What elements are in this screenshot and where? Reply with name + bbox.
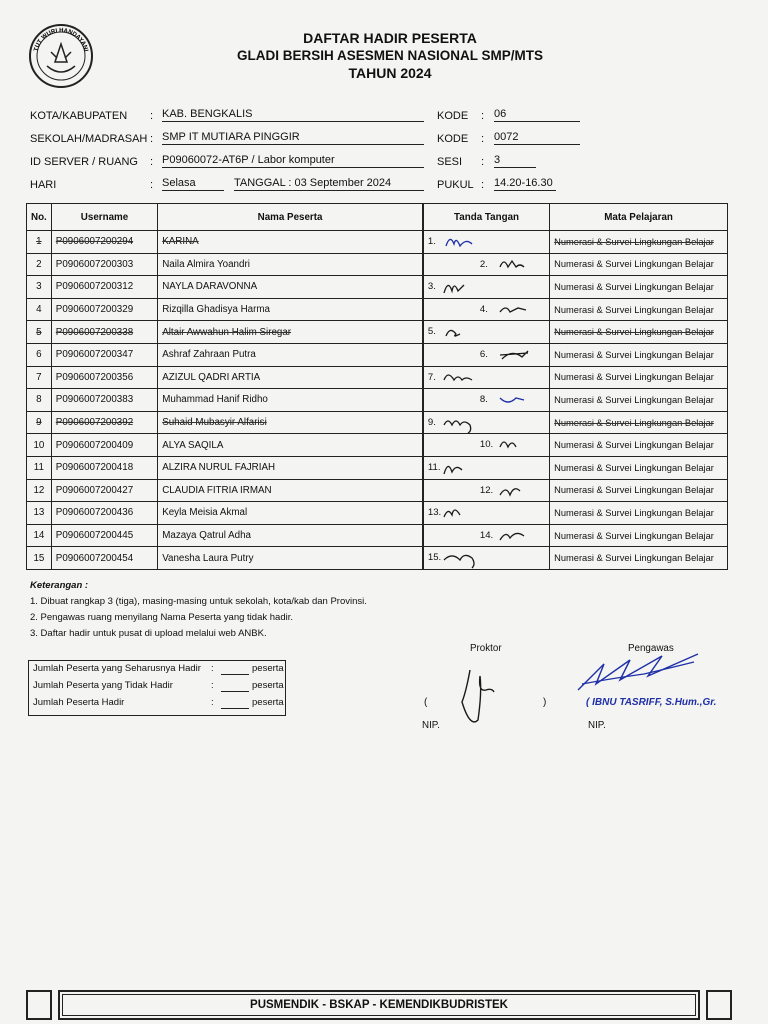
cell-name: Keyla Meisia Akmal <box>158 502 423 525</box>
handwritten-signature <box>498 345 534 366</box>
kode-kab-value: 06 <box>494 108 580 122</box>
cell-signature <box>423 479 550 502</box>
cell-name: Altair Awwahun Halim Siregar <box>158 321 423 344</box>
cell-signature <box>423 411 550 434</box>
cell-no: 4 <box>27 298 52 321</box>
cell-name: Vanesha Laura Putry <box>158 547 423 570</box>
pukul-label: PUKUL <box>437 179 474 191</box>
handwritten-signature <box>498 435 534 456</box>
table-header-row <box>27 204 728 231</box>
handwritten-signature <box>498 300 534 321</box>
cell-name: AZIZUL QADRI ARTIA <box>158 366 423 389</box>
server-label: ID SERVER / RUANG <box>30 156 138 168</box>
cell-no: 7 <box>27 366 52 389</box>
colon: : <box>211 680 214 691</box>
colon: : <box>150 179 154 191</box>
cell-username: P0906007200312 <box>51 276 157 299</box>
summary-blank <box>221 674 249 675</box>
signature-number: 11. <box>427 461 441 473</box>
sekolah-value: SMP IT MUTIARA PINGGIR <box>162 131 424 145</box>
table-row <box>27 389 728 412</box>
cell-subject: Numerasi & Survei Lingkungan Belajar <box>550 434 728 457</box>
colon: : <box>211 697 214 708</box>
colon: : <box>481 156 485 168</box>
cell-subject: Numerasi & Survei Lingkungan Belajar <box>550 366 728 389</box>
table-row <box>27 343 728 366</box>
signature-number: 7. <box>427 371 436 383</box>
handwritten-signature <box>498 390 534 411</box>
handwritten-signature <box>442 413 478 434</box>
pengawas-name: ( IBNU TASRIFF, S.Hum.,Gr. <box>586 697 717 708</box>
cell-signature <box>423 434 550 457</box>
cell-name: Ashraf Zahraan Putra <box>158 343 423 366</box>
table-row <box>27 321 728 344</box>
handwritten-signature <box>442 503 478 524</box>
signature-number: 10. <box>479 439 494 451</box>
handwritten-signature <box>442 277 478 298</box>
table-row <box>27 547 728 570</box>
col-name-header: Nama Peserta <box>158 204 423 231</box>
handwritten-signature <box>442 368 478 389</box>
proktor-name-open: ( <box>424 697 428 708</box>
summary-unit: peserta <box>252 663 284 674</box>
cell-signature <box>423 502 550 525</box>
handwritten-signature <box>442 322 478 343</box>
cell-subject: Numerasi & Survei Lingkungan Belajar <box>550 343 728 366</box>
summary-unit: peserta <box>252 697 284 708</box>
cell-no: 1 <box>27 231 52 254</box>
note-item: 3. Daftar hadir untuk pusat di upload melalui web ANBK. <box>30 628 267 639</box>
notes-title: Keterangan : <box>30 580 89 591</box>
cell-signature <box>423 343 550 366</box>
cell-name: CLAUDIA FITRIA IRMAN <box>158 479 423 502</box>
cell-signature <box>423 321 550 344</box>
sesi-value: 3 <box>494 154 536 168</box>
handwritten-signature <box>442 458 478 479</box>
cell-name: ALZIRA NURUL FAJRIAH <box>158 456 423 479</box>
cell-username: P0906007200427 <box>51 479 157 502</box>
note-item: 2. Pengawas ruang menyilang Nama Peserta yang tidak hadir. <box>30 612 293 623</box>
summary-row <box>33 680 283 696</box>
cell-signature <box>423 276 550 299</box>
footer-banner: PUSMENDIK - BSKAP - KEMENDIKBUDRISTEK <box>58 990 700 1020</box>
cell-subject: Numerasi & Survei Lingkungan Belajar <box>550 547 728 570</box>
table-row <box>27 434 728 457</box>
summary-blank <box>221 691 249 692</box>
kode-label: KODE <box>437 133 469 145</box>
cell-signature <box>423 231 550 254</box>
tut-wuri-handayani-logo <box>27 22 95 90</box>
cell-subject: Numerasi & Survei Lingkungan Belajar <box>550 411 728 434</box>
cell-name: ALYA SAQILA <box>158 434 423 457</box>
pengawas-nip: NIP. <box>588 720 606 731</box>
table-row <box>27 231 728 254</box>
hari-label: HARI <box>30 179 57 191</box>
pukul-value: 14.20-16.30 <box>494 177 556 191</box>
cell-signature <box>423 389 550 412</box>
cell-subject: Numerasi & Survei Lingkungan Belajar <box>550 253 728 276</box>
table-row <box>27 253 728 276</box>
logo-motto: TUT WURI HANDAYANI <box>33 27 89 53</box>
summary-label: Jumlah Peserta yang Tidak Hadir <box>33 680 173 691</box>
cell-username: P0906007200392 <box>51 411 157 434</box>
notes-block <box>30 578 367 642</box>
doc-subtitle: GLADI BERSIH ASESMEN NASIONAL SMP/MTS <box>236 48 544 63</box>
colon: : <box>150 156 154 168</box>
kota-label: KOTA/KABUPATEN <box>30 110 128 122</box>
summary-label: Jumlah Peserta yang Seharusnya Hadir <box>33 663 201 674</box>
table-row <box>27 502 728 525</box>
cell-subject: Numerasi & Survei Lingkungan Belajar <box>550 456 728 479</box>
cell-username: P0906007200303 <box>51 253 157 276</box>
cell-no: 3 <box>27 276 52 299</box>
proktor-title: Proktor <box>470 643 502 654</box>
colon: : <box>481 133 485 145</box>
signature-number: 2. <box>479 258 488 270</box>
signature-number: 13. <box>427 507 442 519</box>
cell-no: 12 <box>27 479 52 502</box>
cell-name: KARINA <box>158 231 423 254</box>
signature-number: 14. <box>479 529 494 541</box>
cell-signature <box>423 547 550 570</box>
cell-subject: Numerasi & Survei Lingkungan Belajar <box>550 276 728 299</box>
summary-unit: peserta <box>252 680 284 691</box>
cell-username: P0906007200356 <box>51 366 157 389</box>
cell-signature <box>423 456 550 479</box>
handwritten-signature <box>442 232 478 253</box>
cell-no: 9 <box>27 411 52 434</box>
signature-number: 6. <box>479 348 488 360</box>
cell-name: NAYLA DARAVONNA <box>158 276 423 299</box>
tanggal-value: TANGGAL : 03 September 2024 <box>234 177 424 191</box>
attendance-table <box>26 203 728 570</box>
cell-username: P0906007200436 <box>51 502 157 525</box>
footer-right-box <box>706 990 732 1020</box>
cell-username: P0906007200445 <box>51 524 157 547</box>
cell-username: P0906007200418 <box>51 456 157 479</box>
cell-username: P0906007200454 <box>51 547 157 570</box>
cell-no: 2 <box>27 253 52 276</box>
summary-blank <box>221 708 249 709</box>
cell-username: P0906007200347 <box>51 343 157 366</box>
handwritten-signature <box>498 481 534 502</box>
cell-no: 10 <box>27 434 52 457</box>
note-item: 1. Dibuat rangkap 3 (tiga), masing-masing untuk sekolah, kota/kab dan Provinsi. <box>30 596 367 607</box>
table-row <box>27 456 728 479</box>
doc-title: DAFTAR HADIR PESERTA <box>303 30 477 46</box>
colon: : <box>211 663 214 674</box>
proktor-signature-image <box>452 662 502 737</box>
cell-username: P0906007200338 <box>51 321 157 344</box>
cell-no: 5 <box>27 321 52 344</box>
colon: : <box>481 179 485 191</box>
handwritten-signature <box>498 255 534 276</box>
cell-subject: Numerasi & Survei Lingkungan Belajar <box>550 524 728 547</box>
cell-subject: Numerasi & Survei Lingkungan Belajar <box>550 479 728 502</box>
table-row <box>27 298 728 321</box>
cell-name: Mazaya Qatrul Adha <box>158 524 423 547</box>
cell-name: Suhaid Mubasyir Alfarisi <box>158 411 423 434</box>
cell-username: P0906007200409 <box>51 434 157 457</box>
colon: : <box>150 110 154 122</box>
summary-row <box>33 697 283 713</box>
hari-value: Selasa <box>162 177 224 191</box>
kota-value: KAB. BENGKALIS <box>162 108 424 122</box>
cell-username: P0906007200294 <box>51 231 157 254</box>
cell-no: 8 <box>27 389 52 412</box>
summary-row <box>33 663 283 679</box>
cell-username: P0906007200329 <box>51 298 157 321</box>
cell-no: 14 <box>27 524 52 547</box>
sesi-label: SESI <box>437 156 463 168</box>
footer-left-box <box>26 990 52 1020</box>
cell-username: P0906007200383 <box>51 389 157 412</box>
signature-number: 9. <box>427 416 436 428</box>
signature-number: 1. <box>427 236 436 247</box>
cell-subject: Numerasi & Survei Lingkungan Belajar <box>550 321 728 344</box>
cell-subject: Numerasi & Survei Lingkungan Belajar <box>550 298 728 321</box>
signature-number: 3. <box>427 281 436 293</box>
cell-no: 11 <box>27 456 52 479</box>
doc-year: TAHUN 2024 <box>348 65 432 81</box>
col-signature-header: Tanda Tangan <box>423 204 550 231</box>
signature-number: 5. <box>427 326 436 338</box>
sekolah-label: SEKOLAH/MADRASAH <box>30 133 148 145</box>
kode-label: KODE <box>437 110 469 122</box>
kode-sekolah-value: 0072 <box>494 131 580 145</box>
table-row <box>27 411 728 434</box>
colon: : <box>481 110 485 122</box>
cell-no: 13 <box>27 502 52 525</box>
cell-name: Naila Almira Yoandri <box>158 253 423 276</box>
server-value: P09060072-AT6P / Labor komputer <box>162 154 424 168</box>
pengawas-title: Pengawas <box>628 643 674 654</box>
cell-name: Rizqilla Ghadisya Harma <box>158 298 423 321</box>
col-username-header: Username <box>51 204 157 231</box>
cell-no: 15 <box>27 547 52 570</box>
colon: : <box>150 133 154 145</box>
table-row <box>27 276 728 299</box>
cell-signature <box>423 524 550 547</box>
pengawas-signature-image <box>574 650 704 701</box>
col-subject-header: Mata Pelajaran <box>550 204 728 231</box>
table-row <box>27 479 728 502</box>
handwritten-signature <box>442 548 478 569</box>
proktor-nip: NIP. <box>422 720 440 731</box>
cell-subject: Numerasi & Survei Lingkungan Belajar <box>550 389 728 412</box>
cell-subject: Numerasi & Survei Lingkungan Belajar <box>550 231 728 254</box>
summary-box <box>28 660 286 716</box>
cell-no: 6 <box>27 343 52 366</box>
signature-number: 4. <box>479 303 488 315</box>
cell-name: Muhammad Hanif Ridho <box>158 389 423 412</box>
proktor-name-close: ) <box>543 697 547 708</box>
cell-subject: Numerasi & Survei Lingkungan Belajar <box>550 502 728 525</box>
cell-signature <box>423 366 550 389</box>
cell-signature <box>423 298 550 321</box>
col-no-header: No. <box>27 204 52 231</box>
cell-signature <box>423 253 550 276</box>
handwritten-signature <box>498 526 534 547</box>
table-row <box>27 366 728 389</box>
signature-number: 8. <box>479 394 488 406</box>
table-row <box>27 524 728 547</box>
summary-label: Jumlah Peserta Hadir <box>33 697 125 708</box>
signature-number: 12. <box>479 484 494 496</box>
signature-number: 15. <box>427 552 442 564</box>
